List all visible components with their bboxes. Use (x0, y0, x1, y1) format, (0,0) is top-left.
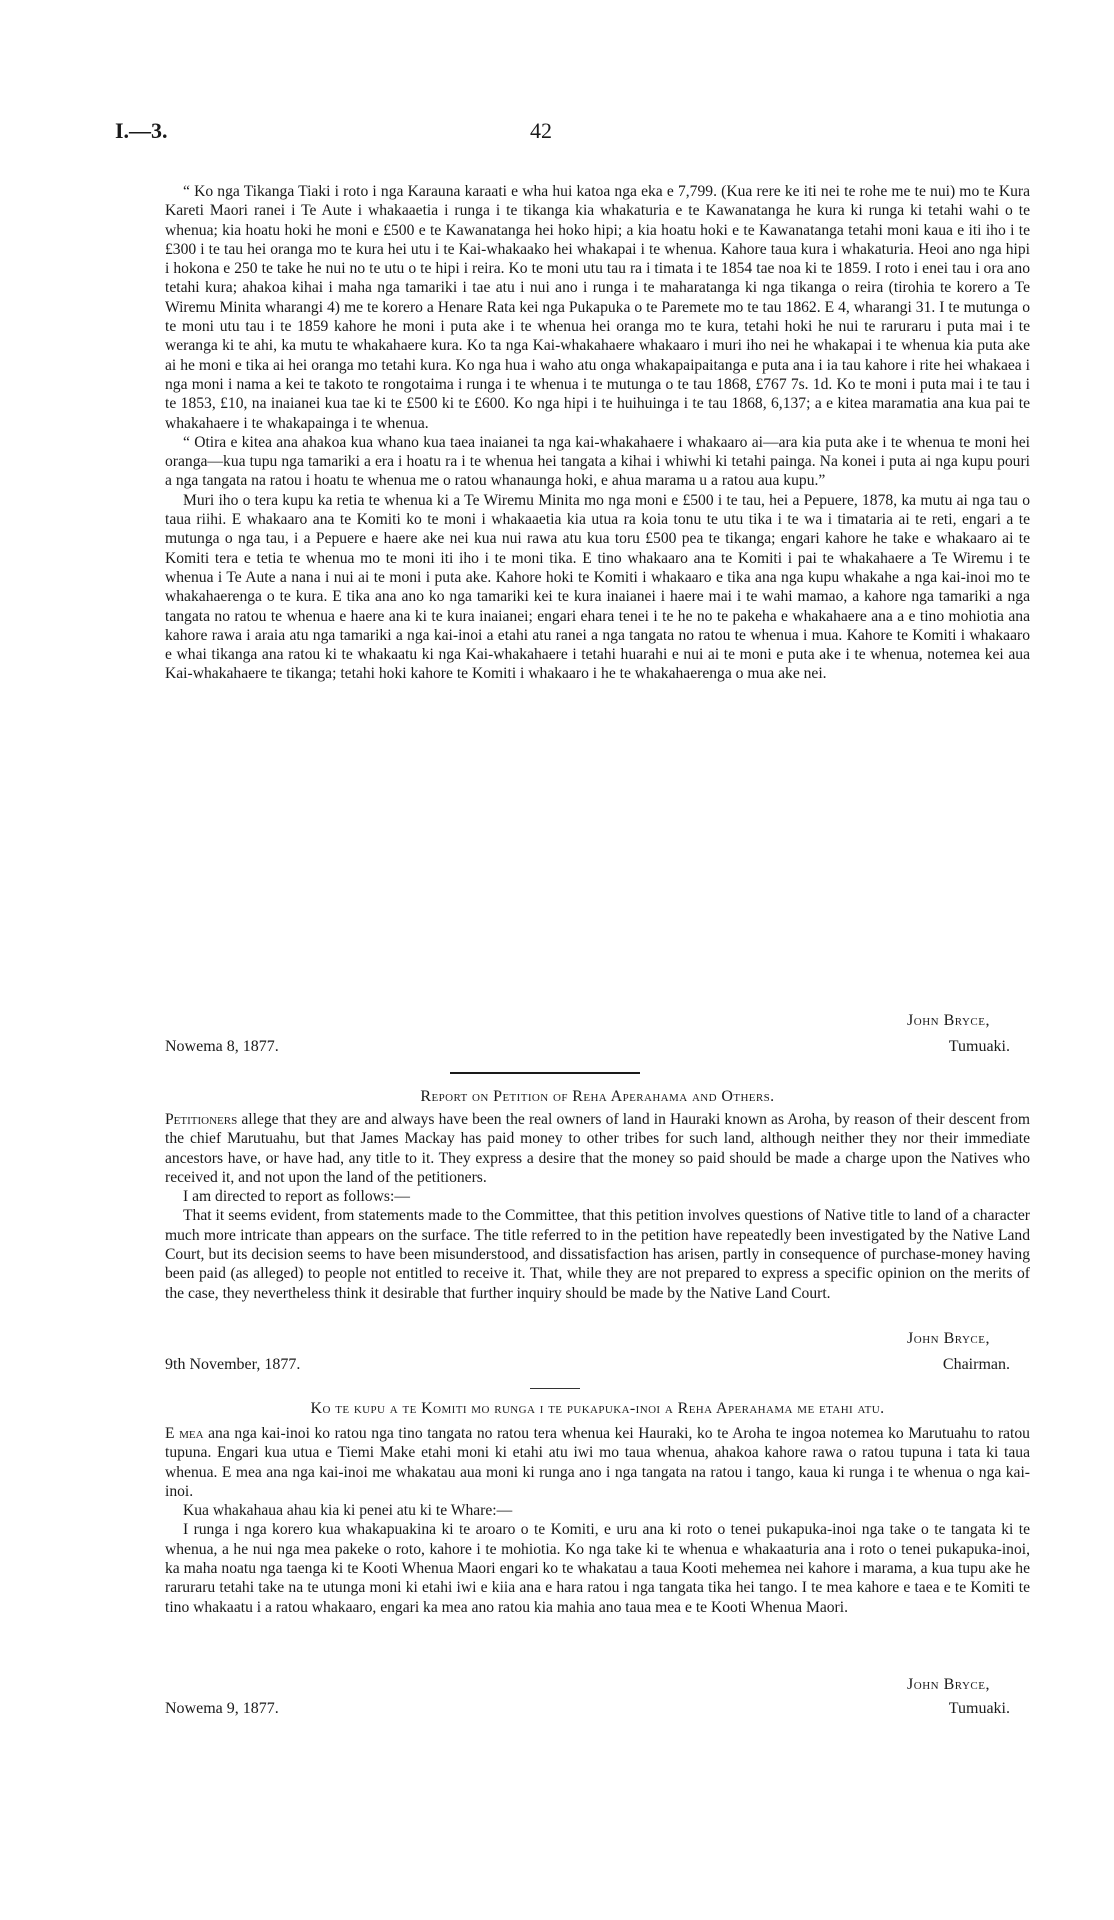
parliamentary-paper-reference: I.—3. (115, 118, 168, 143)
report-title-maori: Ko te kupu a te Komiti mo runga i te pukapuka-inoi a Reha Aperahama me etahi atu. (310, 1400, 885, 1417)
paragraph: I runga i nga korero kua whakapuakina ki te aroaro o te Komiti, e uru ana ki roto o tenei pukapuka-inoi nga take o te tangata ki te whenua, a he nui nga mea pakeke o roto, kahore i te mohiotia. Ko nga take ki te whenua e whakaaturia ana i roto o tenei pukapuka-inoi, ka maha noatu nga taenga ki te Kooti Whenua Maori engari ko te whakatau a taua Kooti mehemea nei kahore i marama, a kua tupu ake he raruraru tetahi take na te utunga moni ki etahi iwi e kiia ana e hara ratou i nga tangata tika hei tango. I te mea kahore e taea e te Komiti te tino whakaatu i a ratou whakaaro, engari ka mea ano ratou kia mahia ano taua mea e te Kooti Whenua Maori. (165, 1521, 1030, 1616)
english-report-body (165, 1110, 1030, 1303)
paragraph: I am directed to report as follows:— (183, 1188, 410, 1206)
lead-word: Petitioners (165, 1111, 238, 1128)
report-title-english: Report on Petition of Reha Aperahama and Others. (420, 1088, 775, 1105)
paragraph: That it seems evident, from statements made to the Committee, that this petition involves questions of Native title to land of a character much more intricate than appears on the surface. The title referred to in the petition have repeatedly been investigated by the Native Land Court, but its decision seems to have been misunderstood, and dissatisfaction has arisen, partly in consequence of purchase-money having been paid (as alleged) to people not entitled to receive it. That, while they are not prepared to express a specific opinion on the merits of the case, they nevertheless think it desirable that further inquiry should be made by the Native Land Court. (165, 1207, 1030, 1302)
page-number: 42 (530, 118, 552, 143)
paragraph: Petitioners allege that they are and always have been the real owners of land in Hauraki known as Aroha, by reason of their descent from the chief Marutuahu, but that James Mackay has paid money to other tribes for such land, although neither they nor their immediate ancestors have, or have had, any title to it. They express a desire that the money so paid should be made a charge upon the Natives who received it, and not upon the land of the petitioners. (165, 1111, 1030, 1186)
signature-block-3 (165, 1676, 1030, 1726)
signature-date: 9th November, 1877. (165, 1356, 301, 1373)
signatory-name: John Bryce, (907, 1012, 990, 1029)
lead-word: E mea (165, 1425, 204, 1442)
section-divider (450, 1072, 640, 1074)
signatory-role: Chairman. (942, 1356, 1010, 1373)
paragraph: Muri iho o tera kupu ka retia te whenua ki a Te Wiremu Minita mo nga moni e £500 i te tau, hei a Pepuere, 1878, ka mutu ai nga tau o taua riihi. E whakaaro ana te Komiti ko te moni i whakaaetia kia utua ra koia tonu te utu tika i te wa i timataria ai te reti, engari a te mutunga o nga tau, i a Pepuere e haere ake nei kua nui rawa atu kua toru £500 pea te tikanga; engari kahore he take e whakaaro ai te Komiti tera e tetia te whenua mo te moni iti iho i te moni tika. E tino whakaaro ana te Komiti i pai te whakahaere a Te Wiremu i te whenua i Te Aute a nana i nui ai te moni i puta ake. Kahore hoki te Komiti i whakaaro e tika ana nga kupu whakahe a nga kai-inoi mo te whakahaerenga o te kura. E tika ana ano ko nga tamariki kei te kura inaianei i haere mai i te wahi mamao, a kahore nga tamariki a nga tangata no ratou te whenua e haere ana ki te kura inaianei; engari ehara tenei i te he no te pakeha e whakahaere ana a e tino mohiotia ana kahore rawa i araia atu nga tamariki a nga kai-inoi a etahi atu ranei a nga tangata no ratou te whenua i mua. Kahore te Komiti i whakaaro e whai tikanga ana ratou ki te whakaatu ki nga Kai-whakahaere i tetahi huarahi e nui ai te moni e puta ake i te whenua, notemea kei aua Kai-whakahaere te tikanga; tetahi hoki kahore te Komiti i whakaaro i he te whakahaerenga o mua ake nei. (165, 491, 1030, 683)
paragraph: E mea ana nga kai-inoi ko ratou nga tino tangata no ratou tera whenua kei Hauraki, ko te Aroha te ingoa notemea ko Marutuahu to ratou tupuna. Engari kua utua e Tiemi Make etahi moni ki etahi atu iwi mo taua whenua, ahakoa kahore rawa o ratou tupuna i tata ki taua whenua. E mea ana nga kai-inoi me whakatau aua moni ki runga ano i nga tangata na ratou i tango, kaua ki runga i te whenua o nga kai-inoi. (165, 1425, 1030, 1500)
maori-translation-body (165, 1424, 1030, 1617)
signatory-name: John Bryce, (907, 1330, 990, 1347)
signatory-name: John Bryce, (907, 1676, 990, 1693)
signatory-role: Tumuaki. (948, 1038, 1010, 1055)
signature-block-2 (165, 1330, 1030, 1380)
maori-report-body (165, 182, 1030, 684)
paragraph: “ Ko nga Tikanga Tiaki i roto i nga Karauna karaati e wha hui katoa nga eka e 7,799. (Kua rere ke iti nei te rohe me te nui) mo te Kura Kareti Maori ranei i Te Aute i whakaaetia i runga i te tikanga kia whakaturia e te Kawanatanga he kura ki runga ki tetahi wahi o te whenua; kia hoatu hoki he moni e £500 e te Kawanatanga hei hoko hipi; a kia hoatu hoki e te Kawanatanga tetahi moni kaua e iti iho i te £300 i te tau hei oranga mo te kura hei utu i te Kai-whakaako hei whakapai i te whenua. Kahore taua kura i whakaturia. Heoi ano nga hipi i hokona e 250 te take he nui no te utu o te hipi i reira. Ko te moni utu tau ra i timata i te 1854 tae noa ki te 1859. I roto i enei tau i ora ano tetahi kura; ahakoa kihai i maha nga tamariki i tae atu i nui ano i runga i te maharatanga ki nga tikanga o reira (tirohia te korero a Te Wiremu Minita wharangi 4) me te korero a Henare Rata kei nga Pukapuka o te Paremete mo te tau 1862. E 4, wharangi 31. I te mutunga o te moni utu tau i te 1859 kahore he moni i puta ake i te whenua hei oranga mo te kura, tetahi hoki he nui te raruraru i puta mai i te weranga ki te ahi, ka mutu te whakahaere kura. Ko ta nga Kai-whakahaere whakaaro i muri iho nei he whakapai i te whenua kia puta ake ai he moni e tika ai hei oranga mo tetahi kura. Ko nga hua i waho atu onga whakapaipaitanga e puta ana i ia tau kahore i rite hei whakaea i nga moni i nama a kei te takoto te rongotaima i runga i te whenua i te mutunga o te tau 1868, £767 7s. 1d. Ko te moni i puta mai i te tau i te 1853, £10, na inaianei kua tae ki te £500 ki te £600. Ko nga hipi i te huihuinga i te tau 1868, 6,137; a e kitea maramatia ana kua pai te whakahaere i te whakapainga i te whenua. (165, 183, 1030, 432)
section-divider (530, 1388, 580, 1389)
signature-date: Nowema 9, 1877. (165, 1700, 279, 1717)
signature-block-1 (165, 1012, 1030, 1062)
paragraph: “ Otira e kitea ana ahakoa kua whano kua taea inaianei ta nga kai-whakahaere i whakaaro ai—ara kia puta ake i te whenua te moni hei oranga—kua tupu nga tamariki a era i hoatu ra i te whenua hei tangata a kihai i whiwhi ki tetahi painga. Na konei i puta ai nga kupu pouri a nga tangata na ratou i hoatu te whenua me o ratou whanaunga hoki, e ahua marama u a ratou aua kupu.” (165, 433, 1030, 490)
paragraph: Kua whakahaua ahau kia ki penei atu ki te Whare:— (183, 1502, 513, 1520)
signatory-role: Tumuaki. (948, 1700, 1010, 1717)
signature-date: Nowema 8, 1877. (165, 1038, 279, 1055)
